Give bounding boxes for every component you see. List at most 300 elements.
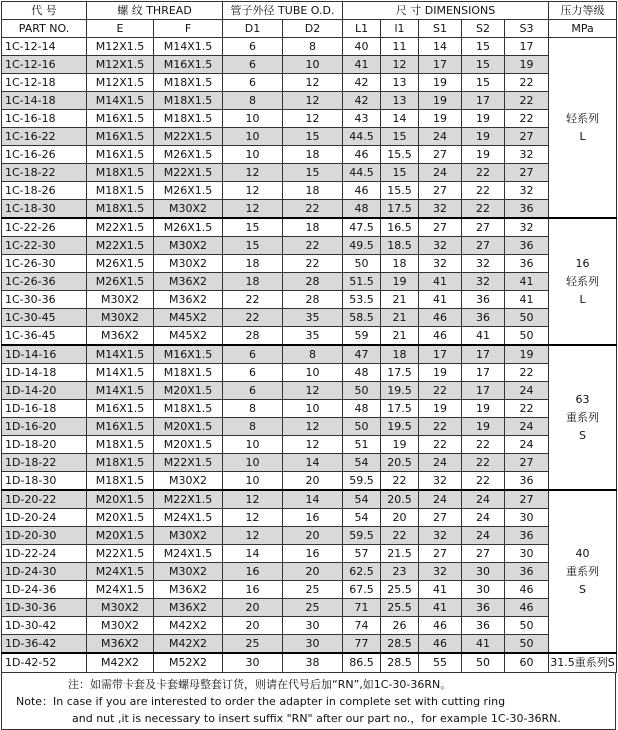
table-row <box>2 364 617 382</box>
table-row <box>2 56 617 74</box>
cell-d1: 28 <box>223 327 283 346</box>
cell-l1-lower: 28.5 <box>381 653 419 673</box>
cell-d1: 6 <box>223 74 283 92</box>
table-row <box>2 327 617 346</box>
cell-s3: 60 <box>505 653 549 673</box>
cell-thread-f: M45X2 <box>154 327 223 346</box>
cell-thread-f: M16X1.5 <box>154 56 223 74</box>
cell-l1: 54 <box>343 454 381 472</box>
cell-thread-f: M36X2 <box>154 291 223 309</box>
table-row <box>2 146 617 164</box>
cell-part-no: 1C-16-18 <box>2 110 87 128</box>
cell-s2: 22 <box>462 454 505 472</box>
cell-l1-lower: 21 <box>381 309 419 327</box>
cell-d2: 18 <box>283 182 343 200</box>
cell-s1: 41 <box>419 291 462 309</box>
cell-d2: 12 <box>283 110 343 128</box>
cell-part-no: 1C-16-22 <box>2 128 87 146</box>
cell-part-no: 1D-18-20 <box>2 436 87 454</box>
cell-s1: 22 <box>419 436 462 454</box>
pressure-grade-cell: 63 重系列 S <box>549 345 617 490</box>
cell-l1-lower: 20.5 <box>381 490 419 509</box>
cell-d1: 8 <box>223 418 283 436</box>
cell-l1: 67.5 <box>343 581 381 599</box>
table-header <box>2 2 617 38</box>
cell-l1: 50 <box>343 255 381 273</box>
cell-s3: 24 <box>505 436 549 454</box>
cell-thread-e: M22X1.5 <box>87 237 154 255</box>
cell-l1-lower: 17.5 <box>381 364 419 382</box>
table-row <box>2 509 617 527</box>
cell-d2: 28 <box>283 273 343 291</box>
cell-thread-f: M30X2 <box>154 472 223 491</box>
cell-l1: 44.5 <box>343 164 381 182</box>
cell-l1-lower: 17.5 <box>381 200 419 219</box>
cell-s3: 36 <box>505 527 549 545</box>
cell-part-no: 1C-30-36 <box>2 291 87 309</box>
cell-s2: 19 <box>462 146 505 164</box>
cell-l1: 54 <box>343 509 381 527</box>
table-row <box>2 581 617 599</box>
cell-d2: 38 <box>283 653 343 673</box>
cell-s1: 41 <box>419 581 462 599</box>
cell-s2: 36 <box>462 309 505 327</box>
cell-thread-e: M20X1.5 <box>87 490 154 509</box>
cell-thread-e: M14X1.5 <box>87 382 154 400</box>
cell-s3: 17 <box>505 38 549 56</box>
cell-s3: 22 <box>505 110 549 128</box>
cell-l1-lower: 13 <box>381 92 419 110</box>
cell-l1-lower: 22 <box>381 527 419 545</box>
cell-l1: 42 <box>343 92 381 110</box>
cell-thread-f: M42X2 <box>154 617 223 635</box>
cell-d1: 14 <box>223 545 283 563</box>
cell-s1: 27 <box>419 182 462 200</box>
table-row <box>2 291 617 309</box>
cell-part-no: 1D-30-36 <box>2 599 87 617</box>
cell-d1: 10 <box>223 128 283 146</box>
cell-thread-e: M18X1.5 <box>87 472 154 491</box>
cell-s2: 30 <box>462 581 505 599</box>
cell-d1: 12 <box>223 509 283 527</box>
cell-thread-f: M24X1.5 <box>154 509 223 527</box>
cell-l1: 46 <box>343 146 381 164</box>
cell-s1: 27 <box>419 218 462 237</box>
table-row <box>2 200 617 219</box>
cell-d2: 22 <box>283 255 343 273</box>
cell-thread-e: M30X2 <box>87 309 154 327</box>
cell-s2: 15 <box>462 38 505 56</box>
cell-thread-f: M18X1.5 <box>154 92 223 110</box>
cell-s2: 19 <box>462 418 505 436</box>
cell-d1: 25 <box>223 635 283 654</box>
cell-thread-e: M18X1.5 <box>87 182 154 200</box>
cell-d1: 10 <box>223 110 283 128</box>
cell-s1: 14 <box>419 38 462 56</box>
cell-l1-lower: 18.5 <box>381 237 419 255</box>
cell-d2: 25 <box>283 581 343 599</box>
cell-d2: 20 <box>283 563 343 581</box>
cell-d2: 15 <box>283 128 343 146</box>
table-row <box>2 38 617 56</box>
cell-s3: 27 <box>505 128 549 146</box>
cell-thread-f: M30X2 <box>154 237 223 255</box>
cell-l1-lower: 15 <box>381 164 419 182</box>
cell-d2: 28 <box>283 291 343 309</box>
cell-l1: 50 <box>343 418 381 436</box>
cell-thread-e: M22X1.5 <box>87 545 154 563</box>
cell-s2: 32 <box>462 273 505 291</box>
cell-s2: 22 <box>462 472 505 491</box>
cell-d2: 16 <box>283 545 343 563</box>
cell-s2: 24 <box>462 490 505 509</box>
table-row <box>2 436 617 454</box>
cell-thread-f: M26X1.5 <box>154 218 223 237</box>
header-f: F <box>154 20 223 38</box>
cell-l1-lower: 19 <box>381 436 419 454</box>
cell-s1: 27 <box>419 509 462 527</box>
cell-d1: 16 <box>223 581 283 599</box>
cell-part-no: 1D-36-42 <box>2 635 87 654</box>
cell-s2: 36 <box>462 291 505 309</box>
cell-l1-lower: 14 <box>381 110 419 128</box>
cell-s1: 19 <box>419 74 462 92</box>
cell-d2: 12 <box>283 382 343 400</box>
cell-thread-e: M14X1.5 <box>87 345 154 364</box>
cell-s1: 24 <box>419 454 462 472</box>
cell-thread-f: M20X1.5 <box>154 418 223 436</box>
cell-d2: 14 <box>283 490 343 509</box>
cell-s2: 19 <box>462 400 505 418</box>
cell-d2: 35 <box>283 309 343 327</box>
cell-l1: 46 <box>343 182 381 200</box>
cell-s3: 32 <box>505 182 549 200</box>
cell-thread-f: M14X1.5 <box>154 38 223 56</box>
cell-part-no: 1D-18-22 <box>2 454 87 472</box>
cell-s2: 41 <box>462 635 505 654</box>
cell-s2: 41 <box>462 327 505 346</box>
cell-part-no: 1D-24-36 <box>2 581 87 599</box>
header-part-no: PART NO. <box>2 20 87 38</box>
cell-l1: 47 <box>343 345 381 364</box>
table-row <box>2 454 617 472</box>
cell-d1: 6 <box>223 38 283 56</box>
note-english-line2: and nut ,it is necessary to insert suffix "RN" after our part no.，for example 1C-30-36RN. <box>72 712 561 725</box>
header-l1-lower: l1 <box>381 20 419 38</box>
table-row <box>2 527 617 545</box>
cell-l1-lower: 13 <box>381 74 419 92</box>
cell-d1: 22 <box>223 291 283 309</box>
cell-s1: 46 <box>419 309 462 327</box>
table-row <box>2 545 617 563</box>
note-english-line1: Note：In case if you are interested to order the adapter in complete set with cutting ring <box>16 695 506 708</box>
cell-s2: 24 <box>462 527 505 545</box>
cell-thread-f: M22X1.5 <box>154 128 223 146</box>
header-part-no-zh: 代 号 <box>2 2 87 20</box>
cell-d2: 15 <box>283 164 343 182</box>
cell-l1-lower: 18 <box>381 345 419 364</box>
cell-thread-e: M16X1.5 <box>87 418 154 436</box>
cell-s1: 24 <box>419 128 462 146</box>
cell-s2: 24 <box>462 509 505 527</box>
cell-d2: 20 <box>283 527 343 545</box>
cell-d1: 10 <box>223 454 283 472</box>
cell-l1: 71 <box>343 599 381 617</box>
cell-part-no: 1C-26-36 <box>2 273 87 291</box>
cell-l1: 48 <box>343 200 381 219</box>
table-row <box>2 617 617 635</box>
pressure-grade-cell: 轻系列 L <box>549 38 617 219</box>
cell-l1-lower: 15.5 <box>381 146 419 164</box>
cell-d1: 30 <box>223 653 283 673</box>
cell-s3: 24 <box>505 418 549 436</box>
cell-thread-e: M12X1.5 <box>87 56 154 74</box>
cell-s1: 19 <box>419 110 462 128</box>
cell-s3: 41 <box>505 273 549 291</box>
cell-s3: 46 <box>505 581 549 599</box>
cell-part-no: 1D-14-16 <box>2 345 87 364</box>
cell-d1: 16 <box>223 563 283 581</box>
cell-s2: 17 <box>462 364 505 382</box>
cell-part-no: 1C-12-18 <box>2 74 87 92</box>
cell-thread-f: M26X1.5 <box>154 146 223 164</box>
cell-thread-e: M16X1.5 <box>87 128 154 146</box>
cell-s1: 17 <box>419 56 462 74</box>
cell-d2: 22 <box>283 237 343 255</box>
cell-l1-lower: 22 <box>381 472 419 491</box>
cell-l1: 77 <box>343 635 381 654</box>
cell-thread-e: M30X2 <box>87 291 154 309</box>
cell-part-no: 1C-26-30 <box>2 255 87 273</box>
header-thread: 螺 纹 THREAD <box>87 2 223 20</box>
cell-part-no: 1C-12-14 <box>2 38 87 56</box>
cell-part-no: 1D-42-52 <box>2 653 87 673</box>
cell-part-no: 1D-16-20 <box>2 418 87 436</box>
cell-s1: 24 <box>419 490 462 509</box>
cell-s3: 50 <box>505 309 549 327</box>
cell-d2: 12 <box>283 436 343 454</box>
cell-l1-lower: 12 <box>381 56 419 74</box>
cell-s2: 17 <box>462 92 505 110</box>
cell-l1: 57 <box>343 545 381 563</box>
cell-s1: 27 <box>419 545 462 563</box>
cell-thread-f: M18X1.5 <box>154 364 223 382</box>
cell-thread-e: M24X1.5 <box>87 581 154 599</box>
cell-s3: 36 <box>505 472 549 491</box>
cell-l1: 51.5 <box>343 273 381 291</box>
cell-s1: 41 <box>419 273 462 291</box>
table-row <box>2 182 617 200</box>
cell-s1: 46 <box>419 327 462 346</box>
cell-part-no: 1C-12-16 <box>2 56 87 74</box>
table-row <box>2 382 617 400</box>
cell-l1: 58.5 <box>343 309 381 327</box>
cell-s1: 32 <box>419 255 462 273</box>
table-row <box>2 563 617 581</box>
cell-l1: 40 <box>343 38 381 56</box>
cell-l1: 43 <box>343 110 381 128</box>
cell-d2: 10 <box>283 364 343 382</box>
cell-s2: 19 <box>462 110 505 128</box>
cell-part-no: 1D-24-30 <box>2 563 87 581</box>
cell-l1: 59.5 <box>343 472 381 491</box>
cell-thread-f: M26X1.5 <box>154 182 223 200</box>
cell-l1: 48 <box>343 364 381 382</box>
cell-l1-lower: 21 <box>381 291 419 309</box>
cell-part-no: 1C-14-18 <box>2 92 87 110</box>
cell-thread-f: M18X1.5 <box>154 110 223 128</box>
cell-l1: 42 <box>343 74 381 92</box>
cell-l1-lower: 21 <box>381 327 419 346</box>
cell-s1: 19 <box>419 92 462 110</box>
cell-thread-f: M22X1.5 <box>154 164 223 182</box>
header-d1: D1 <box>223 20 283 38</box>
cell-d1: 15 <box>223 218 283 237</box>
cell-part-no: 1C-30-45 <box>2 309 87 327</box>
cell-l1-lower: 21.5 <box>381 545 419 563</box>
cell-s1: 32 <box>419 200 462 219</box>
cell-l1-lower: 15.5 <box>381 182 419 200</box>
header-l1: L1 <box>343 20 381 38</box>
cell-d1: 8 <box>223 92 283 110</box>
cell-d2: 16 <box>283 509 343 527</box>
cell-d1: 22 <box>223 309 283 327</box>
cell-l1: 74 <box>343 617 381 635</box>
cell-d2: 14 <box>283 454 343 472</box>
cell-s2: 17 <box>462 382 505 400</box>
cell-d2: 8 <box>283 38 343 56</box>
cell-s2: 22 <box>462 182 505 200</box>
cell-part-no: 1D-14-18 <box>2 364 87 382</box>
cell-d2: 10 <box>283 56 343 74</box>
cell-thread-f: M45X2 <box>154 309 223 327</box>
table-row <box>2 164 617 182</box>
header-d2: D2 <box>283 20 343 38</box>
cell-s2: 27 <box>462 237 505 255</box>
cell-d2: 35 <box>283 327 343 346</box>
cell-d1: 12 <box>223 182 283 200</box>
cell-d1: 6 <box>223 382 283 400</box>
header-s3: S3 <box>505 20 549 38</box>
cell-s3: 32 <box>505 146 549 164</box>
header-dimensions: 尺 寸 DIMENSIONS <box>343 2 549 20</box>
cell-s3: 22 <box>505 400 549 418</box>
cell-s3: 50 <box>505 327 549 346</box>
cell-d2: 10 <box>283 400 343 418</box>
cell-d2: 8 <box>283 345 343 364</box>
cell-s2: 22 <box>462 200 505 219</box>
cell-thread-e: M26X1.5 <box>87 255 154 273</box>
cell-part-no: 1C-36-45 <box>2 327 87 346</box>
cell-d2: 12 <box>283 74 343 92</box>
header-mpa: MPa <box>549 20 617 38</box>
cell-d1: 6 <box>223 56 283 74</box>
cell-part-no: 1C-16-26 <box>2 146 87 164</box>
table-row <box>2 74 617 92</box>
pressure-grade-cell: 16 轻系列 L <box>549 218 617 345</box>
header-pressure: 压力等级 <box>549 2 617 20</box>
cell-l1-lower: 19.5 <box>381 382 419 400</box>
cell-s1: 32 <box>419 237 462 255</box>
cell-thread-f: M20X1.5 <box>154 436 223 454</box>
cell-d1: 8 <box>223 400 283 418</box>
cell-l1-lower: 20 <box>381 509 419 527</box>
cell-s3: 19 <box>505 345 549 364</box>
cell-thread-e: M42X2 <box>87 653 154 673</box>
cell-s2: 36 <box>462 617 505 635</box>
cell-d1: 15 <box>223 237 283 255</box>
cell-l1-lower: 26 <box>381 617 419 635</box>
table-row <box>2 418 617 436</box>
cell-d2: 18 <box>283 218 343 237</box>
cell-thread-e: M16X1.5 <box>87 400 154 418</box>
cell-l1-lower: 20.5 <box>381 454 419 472</box>
cell-l1-lower: 17.5 <box>381 400 419 418</box>
cell-s3: 30 <box>505 509 549 527</box>
cell-d1: 10 <box>223 436 283 454</box>
cell-s3: 36 <box>505 200 549 219</box>
cell-thread-e: M22X1.5 <box>87 218 154 237</box>
table-row <box>2 345 617 364</box>
cell-thread-e: M12X1.5 <box>87 74 154 92</box>
cell-s2: 17 <box>462 345 505 364</box>
cell-part-no: 1D-20-22 <box>2 490 87 509</box>
cell-s2: 27 <box>462 545 505 563</box>
table-body <box>2 38 617 673</box>
cell-s1: 22 <box>419 418 462 436</box>
cell-d1: 20 <box>223 599 283 617</box>
cell-thread-f: M30X2 <box>154 527 223 545</box>
cell-thread-f: M18X1.5 <box>154 74 223 92</box>
cell-d2: 30 <box>283 617 343 635</box>
table-row <box>2 218 617 237</box>
cell-d2: 20 <box>283 472 343 491</box>
cell-l1: 54 <box>343 490 381 509</box>
cell-d1: 10 <box>223 146 283 164</box>
cell-s3: 30 <box>505 545 549 563</box>
cell-d2: 12 <box>283 92 343 110</box>
cell-d2: 18 <box>283 146 343 164</box>
cell-l1-lower: 11 <box>381 38 419 56</box>
cell-part-no: 1C-18-26 <box>2 182 87 200</box>
cell-l1: 59.5 <box>343 527 381 545</box>
cell-l1: 51 <box>343 436 381 454</box>
cell-s1: 19 <box>419 400 462 418</box>
cell-s2: 30 <box>462 563 505 581</box>
cell-s1: 32 <box>419 472 462 491</box>
cell-s3: 50 <box>505 635 549 654</box>
table-row <box>2 490 617 509</box>
order-note <box>1 673 616 730</box>
cell-thread-e: M14X1.5 <box>87 364 154 382</box>
cell-l1: 48 <box>343 400 381 418</box>
cell-l1-lower: 16.5 <box>381 218 419 237</box>
cell-part-no: 1D-20-30 <box>2 527 87 545</box>
cell-s1: 41 <box>419 599 462 617</box>
cell-thread-f: M52X2 <box>154 653 223 673</box>
cell-d1: 6 <box>223 364 283 382</box>
cell-thread-e: M20X1.5 <box>87 527 154 545</box>
cell-l1-lower: 18 <box>381 255 419 273</box>
cell-part-no: 1D-20-24 <box>2 509 87 527</box>
cell-s2: 15 <box>462 56 505 74</box>
cell-thread-e: M16X1.5 <box>87 110 154 128</box>
header-tube-od: 管子外径 TUBE O.D. <box>223 2 343 20</box>
cell-d1: 18 <box>223 255 283 273</box>
cell-s2: 15 <box>462 74 505 92</box>
cell-l1: 41 <box>343 56 381 74</box>
cell-part-no: 1C-18-30 <box>2 200 87 219</box>
